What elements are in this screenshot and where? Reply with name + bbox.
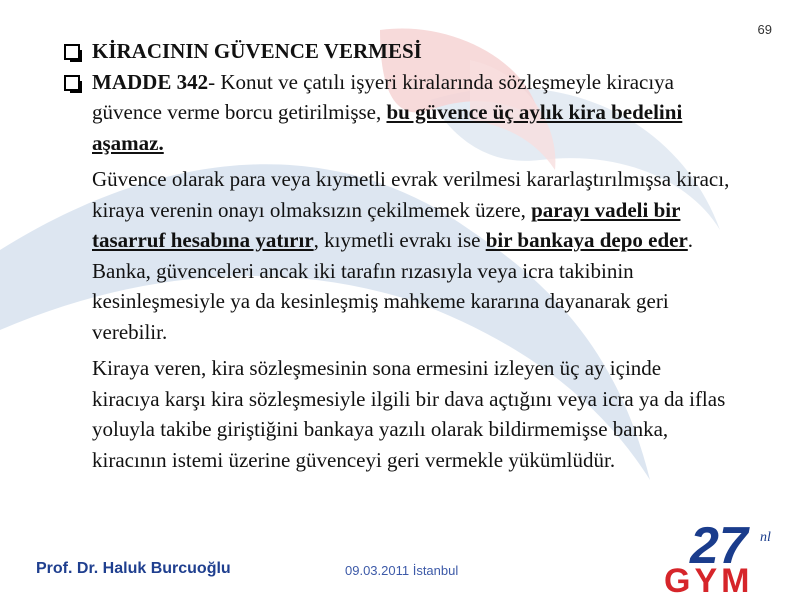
madde-bullet xyxy=(62,67,732,159)
checkbox-bullet-icon xyxy=(64,44,80,60)
para1-text-3: . Banka, güvenceleri ancak iki tarafın rızasıyla veya icra takibinin kesinleşmesiyle ya da kesinleşmiş mahkeme kararına dayanarak geri verebilir. xyxy=(92,228,694,344)
madde-label: MADDE 342 xyxy=(92,69,209,94)
logo-superscript: nl xyxy=(760,530,771,545)
logo-number: 27 xyxy=(690,517,748,575)
checkbox-bullet-icon xyxy=(64,75,80,91)
logo-word: GYM xyxy=(664,562,754,595)
heading-bullet xyxy=(62,36,732,67)
para1-text-1: Güvence olarak para veya kıymetli evrak verilmesi kararlaştırılmışsa kiracı, kiraya verenin onayı olmaksızın çekilmemek üzere, xyxy=(92,167,730,222)
paragraph-guarantee xyxy=(62,164,732,347)
paragraph-return: Kiraya veren, kira sözleşmesinin sona ermesini izleyen üç ay içinde kiracıya karşı kira sözleşmesiyle ilgili bir dava açtığını veya icra ya da iflas yoluyla takibe giriştiğini bankaya yazılı olarak bildirmemişse banka, kiracının istemi üzerine güvenceyi geri vermekle yükümlüdür. xyxy=(92,356,726,472)
madde-text: - Konut ve çatılı işyeri kiralarında sözleşmeyle kiracıya güvence verme borcu getirilmişse, xyxy=(92,69,674,124)
slide-number: 69 xyxy=(757,22,772,37)
madde-emphasis: bu güvence üç aylık kira bedelini aşamaz. xyxy=(92,100,683,155)
slide-heading: KİRACININ GÜVENCE VERMESİ xyxy=(92,39,422,63)
para1-emphasis-1: parayı vadeli bir tasarruf hesabına yatırır xyxy=(92,197,681,252)
slide-content xyxy=(62,36,732,475)
footer-date: 09.03.2011 İstanbul xyxy=(345,563,459,578)
footer-author: Prof. Dr. Haluk Burcuoğlu xyxy=(36,560,231,577)
gym-logo xyxy=(660,515,790,595)
para1-emphasis-2: bir bankaya depo eder xyxy=(485,228,688,252)
para1-text-2: , kıymetli evrakı ise xyxy=(313,228,486,252)
